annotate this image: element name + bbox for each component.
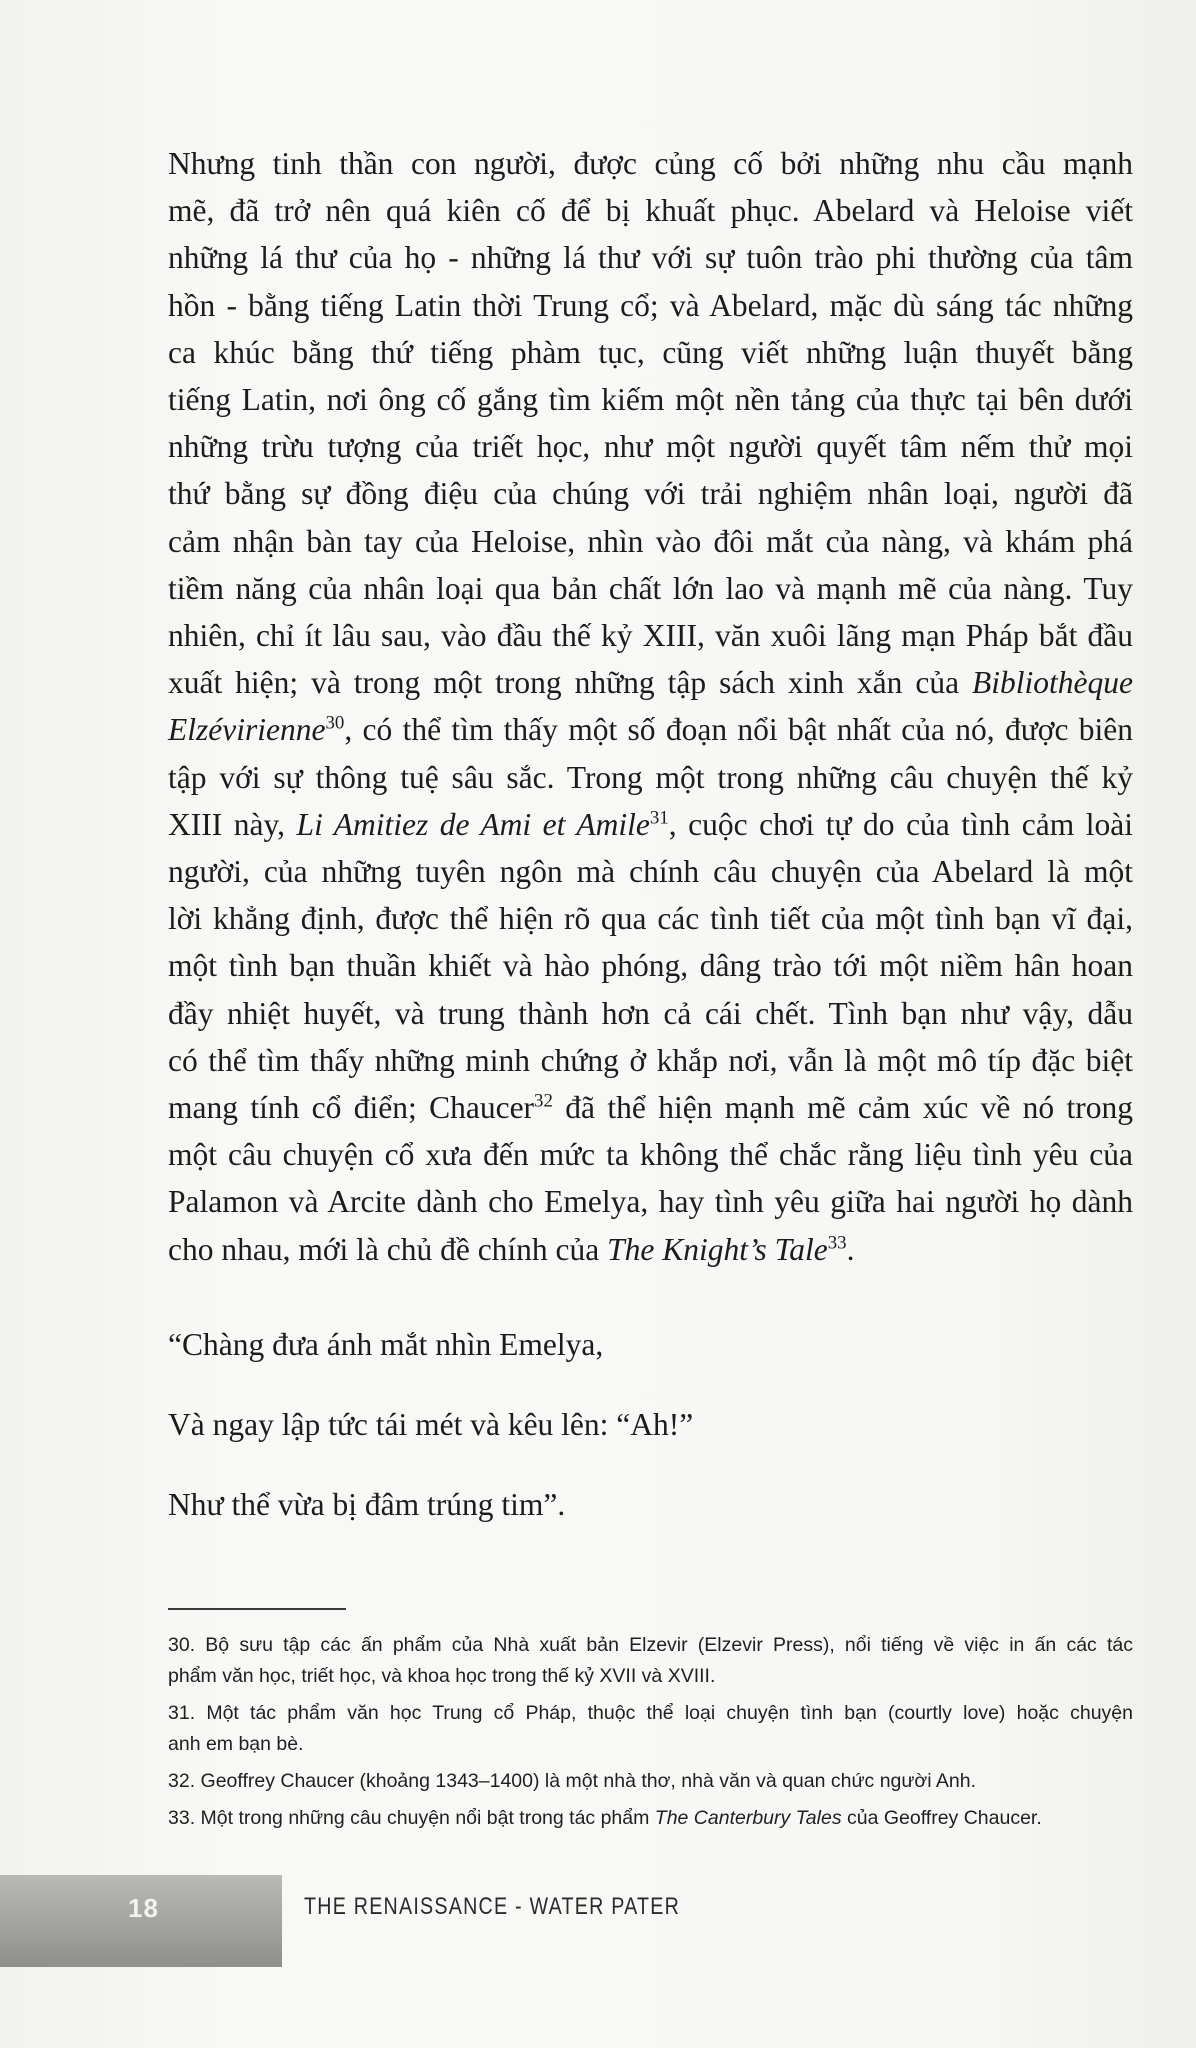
footnote-33 (168, 1803, 1133, 1834)
footnote-line: 31. Một tác phẩm văn học Trung cổ Pháp, thuộc thể loại chuyện tình bạn (courtly love) hoặc chuyện (168, 1702, 1133, 1724)
text-line: tập với sự thông tuệ sâu sắc. Trong một trong những câu chuyện thế kỷ (168, 759, 1133, 795)
text-line: tiềm năng của nhân loại qua bản chất lớn lao và mạnh mẽ của nàng. Tuy (168, 570, 1133, 606)
text-segment: mang tính cổ điển; Chaucer (168, 1090, 535, 1126)
footnote-30 (168, 1630, 1133, 1692)
footnote-ref-33[interactable]: 33 (827, 1232, 847, 1254)
text-line: một tình bạn thuần khiết và hào phóng, dâng trào tới một niềm hân hoan (168, 948, 1133, 984)
running-title: THE RENAISSANCE - WATER PATER (304, 1893, 681, 1920)
text-segment: . (846, 1231, 855, 1267)
italic-title: The Knight’s Tale (607, 1231, 828, 1267)
text-line (168, 801, 1133, 848)
footnote-ref-32[interactable]: 32 (534, 1090, 553, 1112)
text-segment: , cuộc chơi tự do của tình cảm loài (668, 806, 1134, 842)
text-line (168, 1084, 1133, 1131)
text-segment: XIII này, (168, 806, 297, 842)
text-segment: đã thể hiện mạnh mẽ cảm xúc về nó trong (552, 1090, 1133, 1126)
text-line: có thể tìm thấy những minh chứng ở khắp nơi, vẫn là một mô típ đặc biệt (168, 1042, 1133, 1078)
text-line: một câu chuyện cổ xưa đến mức ta không thể chắc rằng liệu tình yêu của (168, 1137, 1133, 1173)
text-line (168, 706, 1133, 753)
footnote-line: 30. Bộ sưu tập các ấn phẩm của Nhà xuất bản Elzevir (Elzevir Press), nổi tiếng về việc in ấn các tác (168, 1634, 1133, 1656)
verse-line-1: “Chàng đưa ánh mắt nhìn Emelya, (168, 1327, 604, 1362)
footnote-31 (168, 1698, 1133, 1760)
text-line: tiếng Latin, nơi ông cố gắng tìm kiếm một nền tảng của thực tại bên dưới (168, 382, 1133, 418)
footnotes (168, 1630, 1133, 1840)
italic-title: The Canterbury Tales (654, 1807, 842, 1829)
text-segment: xuất hiện; và trong một trong những tập sách xinh xắn của (168, 665, 960, 701)
footnote-line: 32. Geoffrey Chaucer (khoảng 1343–1400) là một nhà thơ, nhà văn và quan chức người Anh. (168, 1770, 977, 1792)
footnote-divider (168, 1608, 346, 1610)
text-line: lời khẳng định, được thể hiện rõ qua các tình tiết của một tình bạn vĩ đại, (168, 901, 1133, 937)
text-line: ca khúc bằng thứ tiếng phàm tục, cũng viết những luận thuyết bằng (168, 334, 1133, 370)
text-line: mẽ, đã trở nên quá kiên cố để bị khuất phục. Abelard và Heloise viết (168, 193, 1133, 229)
footnote-line (168, 1803, 1133, 1834)
text-segment: , có thể tìm thấy một số đoạn nổi bật nhất của nó, được biên (344, 712, 1133, 748)
footnote-line: anh em bạn bè. (168, 1733, 304, 1755)
footnote-ref-30[interactable]: 30 (325, 712, 345, 734)
text-line: những trừu tượng của triết học, như một người quyết tâm nếm thử mọi (168, 429, 1133, 465)
text-line: người, của những tuyên ngôn mà chính câu chuyện của Abelard là một (168, 854, 1133, 890)
verse-line-2: Và ngay lập tức tái mét và kêu lên: “Ah!” (168, 1407, 694, 1442)
verse-line-3: Như thể vừa bị đâm trúng tim”. (168, 1487, 566, 1522)
text-line: nhiên, chỉ ít lâu sau, vào đầu thế kỷ XIII, văn xuôi lãng mạn Pháp bắt đầu (168, 618, 1133, 654)
text-line (168, 659, 1133, 706)
main-paragraph (168, 140, 1133, 1273)
text-line: hồn - bằng tiếng Latin thời Trung cổ; và Abelard, mặc dù sáng tác những (168, 287, 1133, 323)
footnote-32 (168, 1766, 1133, 1797)
italic-title: Li Amitiez de Ami et Amile (296, 806, 650, 842)
text-line: những lá thư của họ - những lá thư với sự tuôn trào phi thường của tâm (168, 240, 1133, 276)
page-number: 18 (128, 1893, 159, 1923)
text-line: thứ bằng sự đồng điệu của chúng với trải nghiệm nhân loại, người đã (168, 476, 1133, 512)
text-segment: cho nhau, mới là chủ đề chính của (168, 1231, 608, 1267)
footnote-line: phẩm văn học, triết học, và khoa học trong thế kỷ XVII và XVIII. (168, 1665, 716, 1687)
italic-title: Bibliothèque (972, 665, 1133, 701)
text-line: Palamon và Arcite dành cho Emelya, hay tình yêu giữa hai người họ dành (168, 1184, 1133, 1220)
text-line: Nhưng tinh thần con người, được củng cố bởi những nhu cầu mạnh (168, 146, 1133, 181)
italic-title: Elzévirienne (168, 712, 326, 748)
text-segment: của Geoffrey Chaucer. (841, 1807, 1042, 1829)
text-line (168, 1226, 1133, 1273)
text-line: cảm nhận bàn tay của Heloise, nhìn vào đôi mắt của nàng, và khám phá (168, 523, 1133, 559)
footnote-ref-31[interactable]: 31 (649, 807, 669, 829)
text-line: đầy nhiệt huyết, và trung thành hơn cả cái chết. Tình bạn như vậy, dẫu (168, 995, 1133, 1031)
text-segment: 33. Một trong những câu chuyện nổi bật trong tác phẩm (168, 1807, 655, 1829)
